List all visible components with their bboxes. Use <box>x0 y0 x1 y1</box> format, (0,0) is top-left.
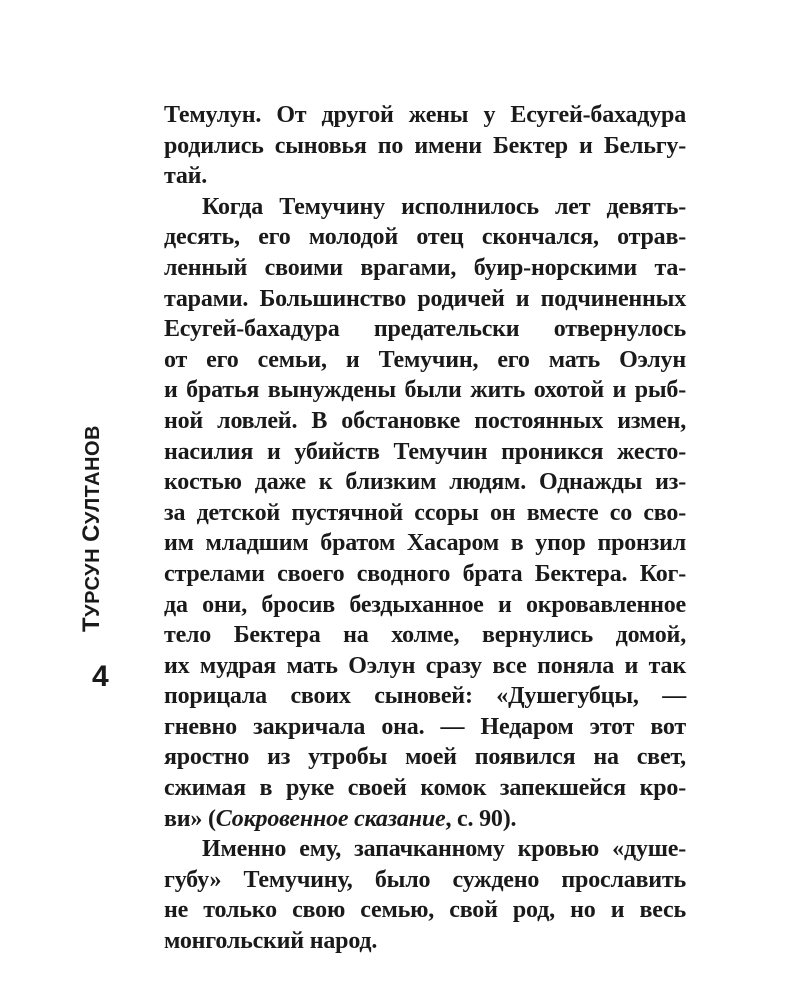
text-line: за детской пустячной ссоры он вместе со сво- <box>164 499 686 526</box>
running-head-first-rest: УРСУН <box>82 541 104 617</box>
body-text <box>164 100 686 957</box>
text-line: гневно закричала она. — Недаром этот вот <box>164 713 686 740</box>
text-line: сжимая в руке своей комок запекшейся кро- <box>164 775 686 802</box>
text-line: порицала своих сыновей: «Душегубцы, — <box>164 683 686 710</box>
text-segment: , с. 90). <box>445 805 517 832</box>
book-title: Сокровенное сказание <box>215 805 446 832</box>
running-head-author <box>78 412 118 632</box>
running-head-initial-first: Т <box>78 616 105 632</box>
running-head-initial-last: С <box>78 524 105 542</box>
text-line: десять, его молодой отец скончался, отрав- <box>164 224 686 251</box>
text-line: стрелами своего сводного брата Бектера. Ког- <box>164 560 686 587</box>
text-line: насилия и убийств Темучин проникся жесто- <box>164 438 686 465</box>
text-line: Есугей-бахадура предательски отвернулось <box>164 316 686 343</box>
text-line: Когда Темучину исполнилось лет девять- <box>202 193 686 220</box>
text-line: Темулун. От другой жены у Есугей-бахадура <box>164 102 686 128</box>
text-line: яростно из утробы моей появился на свет, <box>164 744 686 771</box>
text-line: да они, бросив бездыханное и окровавленное <box>164 591 686 618</box>
text-segment: ви» ( <box>164 805 216 832</box>
text-line: им младшим братом Хасаром в упор пронзил <box>164 530 686 557</box>
text-line: костью даже к близким людям. Однажды из- <box>164 469 686 496</box>
text-line: их мудрая мать Оэлун сразу все поняла и так <box>164 652 686 679</box>
running-head-last-rest: УЛТАНОВ <box>82 425 104 525</box>
text-line: тай. <box>164 163 208 190</box>
text-line: и братья вынуждены были жить охотой и рыб- <box>164 377 686 404</box>
text-line: родились сыновья по имени Бектер и Бельгу- <box>164 132 686 159</box>
text-line: губу» Темучину, было суждено прославить <box>164 866 686 893</box>
text-line: тарами. Большинство родичей и подчиненных <box>164 285 686 312</box>
text-line: ной ловлей. В обстановке постоянных измен, <box>164 407 686 434</box>
text-line: тело Бектера на холме, вернулись домой, <box>164 622 686 649</box>
page-number: 4 <box>92 660 109 693</box>
text-line: ленный своими врагами, буир-норскими та- <box>164 254 686 281</box>
text-line: от его семьи, и Темучин, его мать Оэлун <box>164 346 686 373</box>
text-line: не только свою семью, свой род, но и весь <box>164 897 686 924</box>
text-line: монгольский народ. <box>164 928 378 955</box>
text-line: Именно ему, запачканному кровью «душе- <box>202 836 686 863</box>
text-line <box>164 804 686 835</box>
